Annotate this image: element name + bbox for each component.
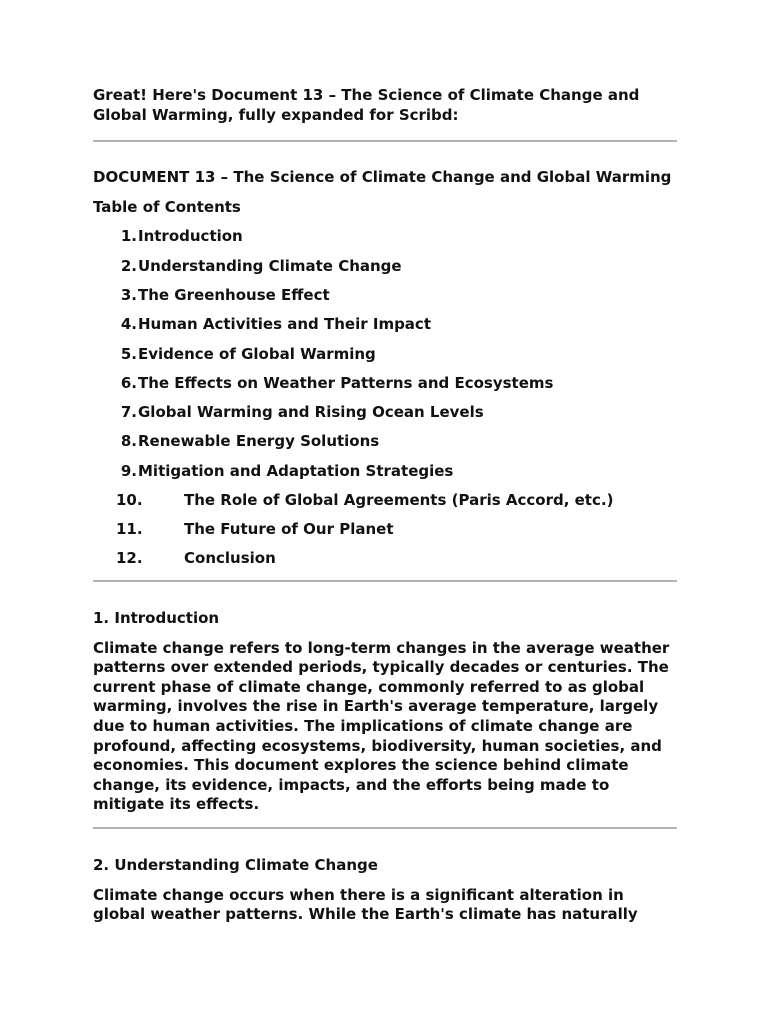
toc-heading: Table of Contents — [93, 197, 241, 216]
divider — [93, 580, 677, 582]
toc-item — [93, 227, 677, 247]
toc-item-text: Human Activities and Their Impact — [138, 315, 431, 334]
toc-item — [93, 549, 677, 569]
section-body: Climate change refers to long-term changes in the average weather patterns over extended periods, typically decades or centuries. The current phase of climate change, commonly referred to as global warming, involves the rise in Earth's average temperature, largely due to human activities. The implications of climate change are profound, affecting ecosystems, biodiversity, human societies, and economies. This document explores the science behind climate change, its evidence, impacts, and the efforts being made to mitigate its effects. — [93, 638, 670, 814]
toc-item-number: 9. — [120, 461, 137, 480]
toc-item-number: 1. — [120, 227, 137, 246]
toc-item — [93, 286, 677, 306]
toc-item-text: The Effects on Weather Patterns and Ecosystems — [138, 373, 554, 392]
toc-item-number: 12. — [116, 549, 143, 568]
toc-item-text: The Future of Our Planet — [184, 520, 394, 539]
table-of-contents — [93, 227, 677, 569]
toc-item-number: 8. — [120, 432, 137, 451]
section-heading: 2. Understanding Climate Change — [93, 856, 378, 874]
toc-item — [93, 257, 677, 277]
toc-item — [93, 374, 677, 394]
toc-item — [93, 462, 677, 482]
toc-item-text: The Greenhouse Effect — [138, 285, 330, 304]
intro-line: Great! Here's Document 13 – The Science of Climate Change and Global Warming, fully expanded for Scribd: — [93, 86, 640, 124]
toc-item-text: Understanding Climate Change — [138, 256, 402, 275]
toc-item-text: Conclusion — [184, 549, 276, 568]
toc-item-number: 10. — [116, 490, 143, 509]
toc-item — [93, 403, 677, 423]
toc-item-text: Renewable Energy Solutions — [138, 432, 380, 451]
toc-item-text: Mitigation and Adaptation Strategies — [138, 461, 454, 480]
document-title: DOCUMENT 13 – The Science of Climate Change and Global Warming — [93, 168, 672, 187]
toc-item-text: Introduction — [138, 227, 243, 246]
toc-item-number: 2. — [120, 256, 137, 275]
document-page — [93, 86, 677, 925]
toc-item — [93, 345, 677, 365]
toc-item-number: 7. — [120, 403, 137, 422]
toc-item-text: The Role of Global Agreements (Paris Accord, etc.) — [184, 490, 614, 509]
divider — [93, 827, 677, 829]
toc-item-text: Evidence of Global Warming — [138, 344, 376, 363]
toc-item-number: 5. — [120, 344, 137, 363]
toc-item — [93, 432, 677, 452]
section-heading: 1. Introduction — [93, 609, 220, 628]
section-body: Climate change occurs when there is a significant alteration in global weather patterns. While the Earth's climate has naturally — [93, 885, 638, 924]
toc-item-number: 4. — [120, 315, 137, 334]
toc-item-number: 3. — [120, 285, 137, 304]
toc-item — [93, 315, 677, 335]
toc-item-text: Global Warming and Rising Ocean Levels — [138, 403, 484, 422]
toc-item — [93, 491, 677, 511]
toc-item-number: 11. — [116, 520, 143, 539]
divider — [93, 140, 677, 142]
toc-item — [93, 520, 677, 540]
toc-item-number: 6. — [120, 373, 137, 392]
